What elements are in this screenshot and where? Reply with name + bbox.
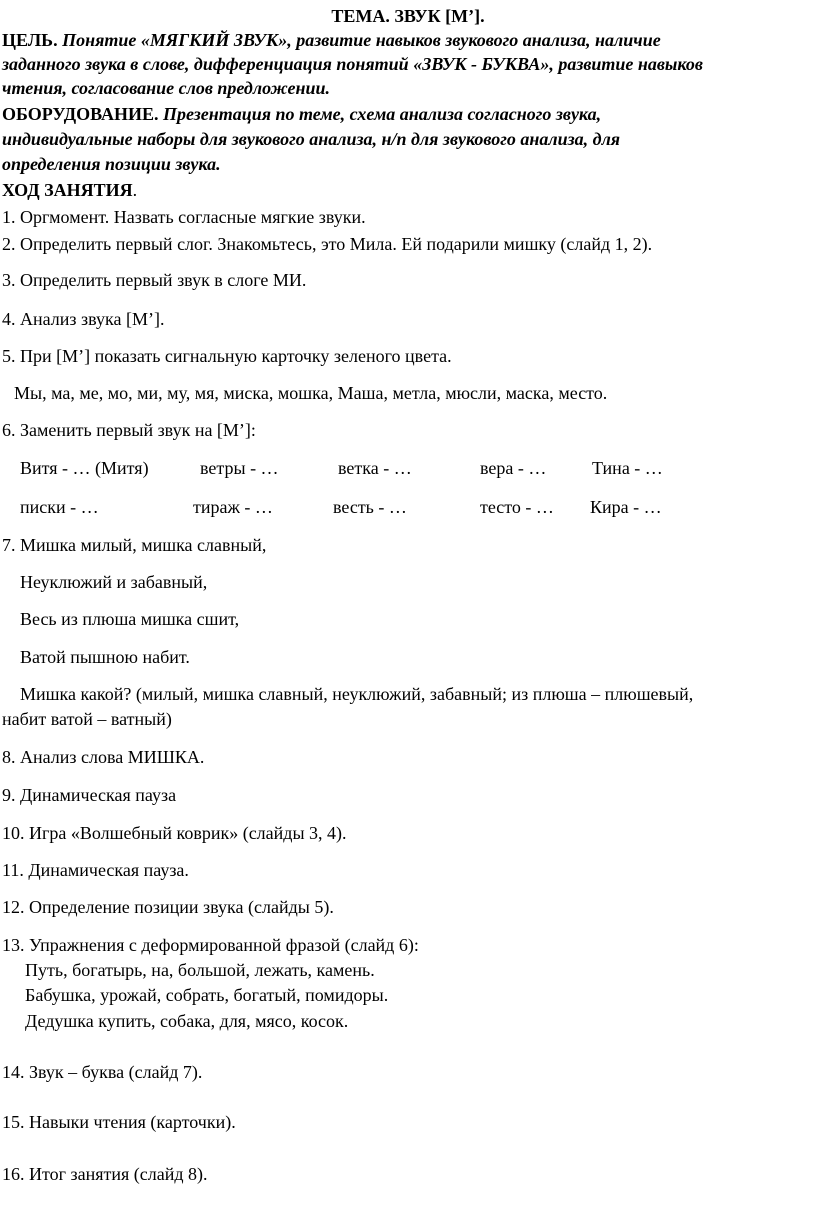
goal-text-2: заданного звука в слове, дифференциация понятий «ЗВУК - БУКВА», развитие навыков bbox=[2, 54, 703, 74]
step-4: 4. Анализ звука [М’]. bbox=[2, 309, 165, 329]
step-6: 6. Заменить первый звук на [М’]: bbox=[2, 420, 256, 440]
step-12: 12. Определение позиции звука (слайды 5). bbox=[2, 897, 334, 917]
step-2: 2. Определить первый слог. Знакомьтесь, это Мила. Ей подарили мишку (слайд 1, 2). bbox=[2, 234, 653, 254]
step-15: 15. Навыки чтения (карточки). bbox=[2, 1112, 236, 1132]
equipment-text-2: индивидуальные наборы для звукового анализа, н/п для звукового анализа, для bbox=[2, 129, 621, 149]
step-5: 5. При [М’] показать сигнальную карточку зеленого цвета. bbox=[2, 346, 452, 366]
phrase-line: Бабушка, урожай, собрать, богатый, помидоры. bbox=[25, 985, 389, 1005]
equipment-label: ОБОРУДОВАНИЕ. bbox=[2, 104, 159, 124]
progress-heading bbox=[2, 178, 137, 202]
equipment-text-1: Презентация по теме, схема анализа согласного звука, bbox=[162, 104, 602, 124]
goal-text-1: Понятие «МЯГКИЙ ЗВУК», развитие навыков звукового анализа, наличие bbox=[62, 30, 661, 50]
equipment-line-1 bbox=[2, 102, 601, 126]
step-10: 10. Игра «Волшебный коврик» (слайды 3, 4). bbox=[2, 823, 347, 843]
poem-line: Весь из плюша мишка сшит, bbox=[20, 609, 240, 629]
replace-word: Кира - … bbox=[590, 497, 662, 517]
poem-line: Неуклюжий и забавный, bbox=[20, 572, 208, 592]
replace-word: Витя - … (Митя) bbox=[20, 458, 149, 478]
replace-word: тираж - … bbox=[193, 497, 273, 517]
replace-word: тесто - … bbox=[480, 497, 554, 517]
goal-label: ЦЕЛЬ bbox=[2, 30, 54, 50]
step-3: 3. Определить первый звук в слоге МИ. bbox=[2, 270, 307, 290]
step-7-question: Мишка какой? (милый, мишка славный, неуклюжий, забавный; из плюша – плюшевый, bbox=[20, 684, 694, 704]
replace-word: Тина - … bbox=[592, 458, 663, 478]
progress-label: ХОД ЗАНЯТИЯ bbox=[2, 180, 133, 200]
step-14: 14. Звук – буква (слайд 7). bbox=[2, 1062, 203, 1082]
step-16: 16. Итог занятия (слайд 8). bbox=[2, 1164, 208, 1184]
replace-word: ветры - … bbox=[200, 458, 279, 478]
step-7-question-cont: набит ватой – ватный) bbox=[2, 709, 172, 729]
goal-line-1 bbox=[2, 28, 661, 52]
replace-word: ветка - … bbox=[338, 458, 412, 478]
progress-sep: . bbox=[132, 180, 138, 200]
step-11: 11. Динамическая пауза. bbox=[2, 860, 189, 880]
step-7: 7. Мишка милый, мишка славный, bbox=[2, 535, 267, 555]
document-title: ТЕМА. ЗВУК [М’]. bbox=[331, 6, 485, 26]
poem-line: Ватой пышною набит. bbox=[20, 647, 190, 667]
goal-sep: . bbox=[53, 30, 58, 50]
phrase-line: Дедушка купить, собака, для, мясо, косок. bbox=[25, 1011, 349, 1031]
step-13: 13. Упражнения с деформированной фразой (слайд 6): bbox=[2, 935, 419, 955]
step-1: 1. Оргмомент. Назвать согласные мягкие звуки. bbox=[2, 207, 366, 227]
replace-word: писки - … bbox=[20, 497, 99, 517]
step-5-words: Мы, ма, ме, мо, ми, му, мя, миска, мошка, Маша, метла, мюсли, маска, место. bbox=[14, 383, 608, 403]
step-8: 8. Анализ слова МИШКА. bbox=[2, 747, 205, 767]
replace-word: вера - … bbox=[480, 458, 547, 478]
equipment-text-3: определения позиции звука. bbox=[2, 154, 221, 174]
replace-word: весть - … bbox=[333, 497, 407, 517]
goal-text-3: чтения, согласование слов предложении. bbox=[2, 78, 331, 98]
phrase-line: Путь, богатырь, на, большой, лежать, камень. bbox=[25, 960, 375, 980]
step-9: 9. Динамическая пауза bbox=[2, 785, 177, 805]
